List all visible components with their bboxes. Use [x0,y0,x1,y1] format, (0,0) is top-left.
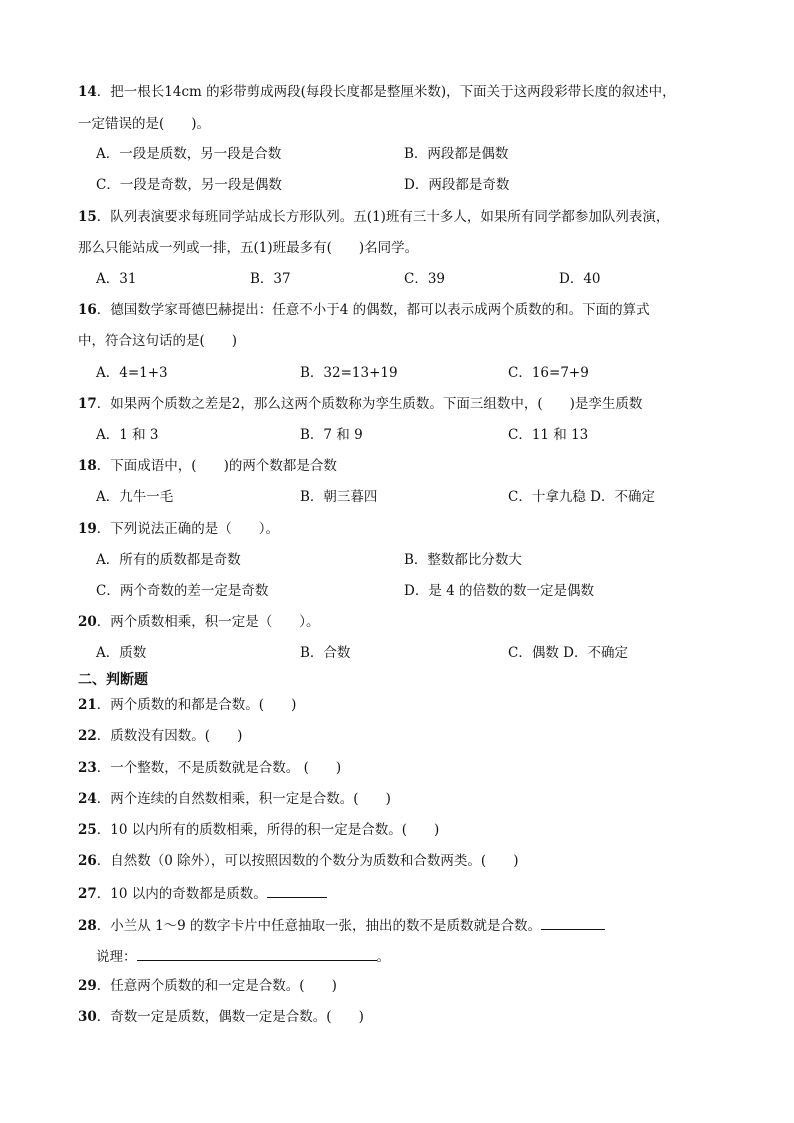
question-text: ．质数没有因数。( ) [96,728,243,744]
question-number: 29 [78,978,97,994]
option-a[interactable]: A．4=1+3 [96,365,168,381]
question-22 [78,727,242,745]
question-text: ．两个连续的自然数相乘，积一定是合数。( ) [96,791,391,807]
option-d[interactable]: D．是 4 的倍数的数一定是偶数 [404,583,594,599]
question-16-line-2: 中，符合这句话的是( ) [78,333,238,349]
question-number: 15 [78,209,97,225]
question-30 [78,1008,364,1026]
option-b[interactable]: B．整数都比分数大 [404,552,522,568]
option-d[interactable]: D．两段都是奇数 [404,177,510,193]
question-28 [78,915,605,935]
question-26 [78,852,518,870]
question-text: ．小兰从 1～9 的数字卡片中任意抽取一张，抽出的数不是质数就是合数。 [96,918,542,934]
section-title: 二、判断题 [78,672,148,688]
option-b[interactable]: B．32=13+19 [300,365,398,381]
question-28-reason [96,946,390,966]
question-27 [78,883,327,903]
question-23 [78,759,341,777]
option-d[interactable]: D．40 [559,271,601,287]
question-number: 20 [78,614,97,630]
question-number: 28 [78,918,97,934]
question-24 [78,790,391,808]
question-15-line-2: 那么只能站成一列或一排，五(1)班最多有( )名同学。 [78,240,419,256]
reason-label: 说理： [96,949,137,965]
question-text: ．10 以内的奇数都是质数。 [96,886,267,902]
question-text: ．下面成语中，( )的两个数都是合数 [96,458,337,474]
question-text: ．自然数（0 除外），可以按照因数的个数分为质数和合数两类。( ) [96,853,519,869]
question-29 [78,977,337,995]
answer-blank[interactable] [267,883,327,898]
question-number: 25 [78,822,97,838]
question-25 [78,821,439,839]
option-a[interactable]: A．所有的质数都是奇数 [96,552,241,568]
question-15-line-1 [78,208,669,226]
option-c[interactable]: C．39 [404,271,446,287]
option-b[interactable]: B．合数 [300,645,351,661]
question-number: 17 [78,396,97,412]
option-c[interactable]: C．一段是奇数，另一段是偶数 [96,177,282,193]
question-text: ．一个整数，不是质数就是合数。 ( ) [96,760,342,776]
option-b[interactable]: B．37 [250,271,291,287]
question-14-line-2: 一定错误的是( )。 [78,116,211,132]
question-18-line-1 [78,457,337,475]
answer-blank[interactable] [541,915,605,930]
question-number: 14 [78,84,97,100]
question-14-line-1 [78,83,676,101]
question-text: ．如果两个质数之差是2，那么这两个质数称为孪生质数。下面三组数中，( )是孪生质数 [96,396,643,412]
question-17-line-1 [78,395,642,413]
option-c[interactable]: C．11 和 13 [508,427,589,443]
question-number: 16 [78,302,97,318]
question-text: ．下列说法正确的是（ ）。 [96,521,280,537]
question-19-line-1 [78,520,279,538]
option-c[interactable]: C．16=7+9 [508,365,589,381]
option-c[interactable]: C．两个奇数的差一定是奇数 [96,583,269,599]
question-number: 23 [78,760,97,776]
option-a[interactable]: A．31 [96,271,137,287]
question-number: 24 [78,791,97,807]
option-c[interactable]: C．偶数 D．不确定 [508,645,628,661]
question-text: ．德国数学家哥德巴赫提出：任意不小于4 的偶数，都可以表示成两个质数的和。下面的算式 [96,302,650,318]
option-a[interactable]: A．九牛一毛 [96,489,174,505]
question-text: ．奇数一定是质数，偶数一定是合数。( ) [96,1009,364,1025]
question-number: 27 [78,886,97,902]
option-a[interactable]: A．1 和 3 [96,427,159,443]
question-text: ．队列表演要求每班同学站成长方形队列。五(1)班有三十多人，如果所有同学都参加队列表演， [96,209,670,225]
question-number: 18 [78,458,97,474]
reason-blank[interactable] [137,946,377,961]
question-number: 26 [78,853,97,869]
option-a[interactable]: A．质数 [96,645,147,661]
question-number: 30 [78,1009,97,1025]
question-20-line-1 [78,613,320,631]
question-number: 19 [78,521,97,537]
option-b[interactable]: B．朝三暮四 [300,489,378,505]
question-number: 22 [78,728,97,744]
option-b[interactable]: B．两段都是偶数 [404,146,509,162]
question-number: 21 [78,697,97,713]
question-16-line-1 [78,301,650,319]
question-text: ．10 以内所有的质数相乘，所得的积一定是合数。( ) [96,822,440,838]
option-c[interactable]: C．十拿九稳 D．不确定 [508,489,655,505]
question-text: ．两个质数的和都是合数。( ) [96,697,297,713]
question-text: ．任意两个质数的和一定是合数。( ) [96,978,337,994]
question-text: ．两个质数相乘，积一定是（ ）。 [96,614,320,630]
question-text: ．把一根长14cm 的彩带剪成两段(每段长度都是整厘米数)，下面关于这两段彩带长度的叙述中， [96,84,676,100]
question-21 [78,696,296,714]
reason-end: 。 [376,949,390,965]
option-a[interactable]: A．一段是质数，另一段是合数 [96,146,282,162]
option-b[interactable]: B．7 和 9 [300,427,363,443]
